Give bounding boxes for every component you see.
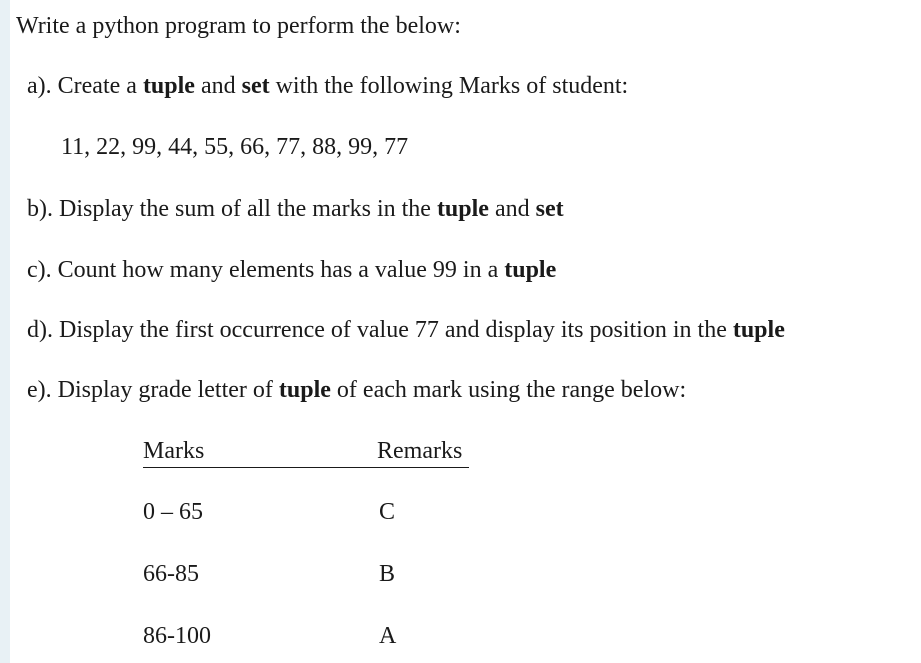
task-item-a (27, 72, 628, 100)
task-text: Display the first occurrence of value 77 and display its position in the tuple (59, 317, 785, 343)
task-item-e (27, 376, 686, 404)
instruction-text: Write a python program to perform the below: (16, 13, 461, 39)
header-remarks: Remarks (377, 438, 463, 464)
header-marks: Marks (143, 438, 205, 464)
grade-range: 86-100 (143, 623, 211, 649)
grade-table (143, 435, 469, 649)
task-text: Display grade letter of tuple of each mark using the range below: (57, 377, 687, 403)
task-item-d (27, 316, 785, 344)
grade-letter: C (379, 499, 396, 525)
task-letter: e). (27, 377, 52, 403)
grade-range: 66-85 (143, 561, 199, 587)
task-text: Count how many elements has a value 99 in a tuple (57, 257, 557, 283)
task-text: Display the sum of all the marks in the tuple and set (59, 196, 564, 222)
task-letter: a). (27, 73, 52, 99)
grade-range: 0 – 65 (143, 499, 203, 525)
task-text: Create a tuple and set with the following Marks of student: (57, 73, 629, 99)
task-item-b (27, 195, 564, 223)
grade-letter: A (379, 623, 397, 649)
task-letter: d). (27, 317, 53, 343)
task-item-c (27, 256, 556, 284)
grade-table-header (143, 435, 469, 468)
task-letter: b). (27, 196, 53, 222)
document-page (10, 0, 921, 663)
grade-letter: B (379, 561, 396, 587)
marks-list: 11, 22, 99, 44, 55, 66, 77, 88, 99, 77 (61, 134, 409, 160)
task-letter: c). (27, 257, 52, 283)
